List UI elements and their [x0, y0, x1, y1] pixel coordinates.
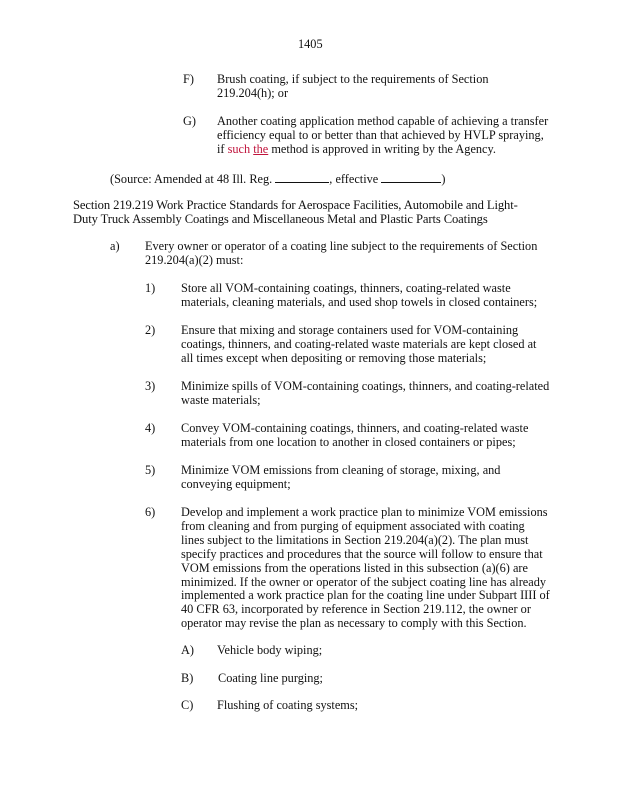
- text-line: lines subject to the limitations in Section 219.204(a)(2). The plan must: [181, 532, 529, 547]
- inserted-text: the: [253, 141, 269, 156]
- text-line: operator may revise the plan as necessary to comply with this Section.: [181, 616, 527, 631]
- text-line: Another coating application method capable of achieving a transfer: [217, 114, 549, 128]
- text-line: 40 CFR 63, incorporated by reference in Section 219.112, the owner or: [181, 602, 531, 617]
- text-line: Flushing of coating systems;: [217, 698, 359, 712]
- item-g: [183, 115, 548, 157]
- item-label: B): [181, 671, 194, 685]
- blank-line: [381, 172, 441, 183]
- text-line: Minimize spills of VOM-containing coatings, thinners, and coating-related: [181, 379, 550, 393]
- source-text: ): [441, 172, 446, 186]
- item-label: 2): [145, 323, 156, 337]
- item-label: a): [110, 239, 120, 253]
- text-line: implemented a work practice plan for the coating line under Subpart IIII of: [181, 588, 550, 603]
- item-6: [145, 506, 550, 631]
- item-label: F): [183, 72, 194, 86]
- text-line: Every owner or operator of a coating line subject to the requirements of Section: [145, 239, 538, 253]
- source-text: , effective: [329, 172, 382, 186]
- text-line: Store all VOM-containing coatings, thinners, coating-related waste: [181, 281, 511, 295]
- text-line: minimized. If the owner or operator of the subject coating line has already: [181, 574, 547, 589]
- text-line: Ensure that mixing and storage containers used for VOM-containing: [181, 323, 519, 337]
- item-label: C): [181, 698, 194, 712]
- item-label: 5): [145, 463, 156, 477]
- text-line: Vehicle body wiping;: [217, 643, 323, 657]
- source-note: [110, 172, 445, 187]
- text-line: Coating line purging;: [218, 671, 323, 685]
- text-line: all times except when depositing or removing those materials;: [181, 350, 487, 365]
- item-3: [145, 380, 549, 408]
- item-label: 1): [145, 281, 156, 295]
- page-number: 1405: [298, 37, 323, 51]
- text-line: Develop and implement a work practice plan to minimize VOM emissions: [181, 505, 548, 519]
- text-line: efficiency equal to or better than that achieved by HVLP spraying,: [217, 127, 544, 142]
- text-line: 219.204(a)(2) must:: [145, 252, 244, 267]
- item-5: [145, 464, 500, 492]
- text-line: Brush coating, if subject to the requirements of Section: [217, 72, 489, 86]
- subsection-a: [110, 240, 537, 268]
- item-label: 6): [145, 505, 156, 519]
- heading-line: Section 219.219 Work Practice Standards for Aerospace Facilities, Automobile and Light-: [73, 198, 518, 212]
- source-text: (Source: Amended at 48 Ill. Reg.: [110, 172, 276, 186]
- item-label: 4): [145, 421, 156, 435]
- text-line: materials from one location to another in closed containers or pipes;: [181, 434, 516, 449]
- text-line: VOM emissions from the operations listed in this subsection (a)(6) are: [181, 560, 528, 575]
- text-line: [217, 143, 548, 157]
- item-label: G): [183, 114, 196, 128]
- text: if: [217, 141, 228, 156]
- text-line: coatings, thinners, and coating-related waste materials are kept closed at: [181, 336, 537, 351]
- item-2: [145, 324, 536, 366]
- item-6b: [181, 672, 323, 686]
- item-label: 3): [145, 379, 156, 393]
- item-1: [145, 282, 537, 310]
- text-line: from cleaning and from purging of equipment associated with coating: [181, 518, 525, 533]
- text-line: Minimize VOM emissions from cleaning of storage, mixing, and: [181, 463, 501, 477]
- text-line: 219.204(h); or: [217, 85, 289, 100]
- text-line: Convey VOM-containing coatings, thinners, and coating-related waste: [181, 421, 529, 435]
- item-4: [145, 422, 528, 450]
- item-6a: [181, 644, 322, 658]
- blank-line: [275, 172, 329, 183]
- text-line: materials, cleaning materials, and used shop towels in closed containers;: [181, 294, 538, 309]
- text: method is approved in writing by the Agency.: [268, 141, 496, 156]
- item-f: [183, 73, 489, 101]
- deleted-text: such: [227, 141, 251, 156]
- item-6c: [181, 699, 358, 713]
- text-line: conveying equipment;: [181, 476, 291, 491]
- text-line: waste materials;: [181, 392, 261, 407]
- text-line: specify practices and procedures that the source will follow to ensure that: [181, 546, 543, 561]
- section-heading: [73, 199, 518, 227]
- heading-line: Duty Truck Assembly Coatings and Miscellaneous Metal and Plastic Parts Coatings: [73, 211, 488, 226]
- item-label: A): [181, 643, 194, 657]
